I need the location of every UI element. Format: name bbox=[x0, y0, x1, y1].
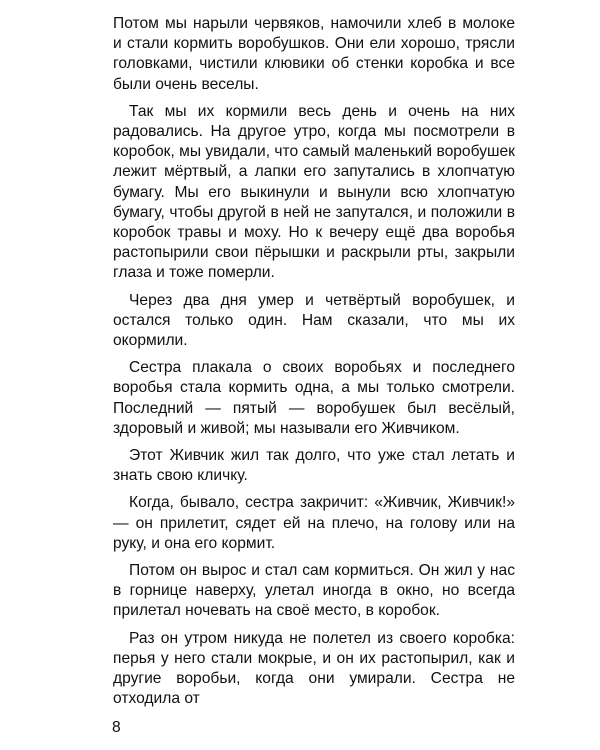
paragraph-6: Когда, бывало, сестра закричит: «Живчик, Живчик!» — он прилетит, сядет ей на плечо, на голову или на руку, и она его кормит. bbox=[113, 494, 515, 552]
paragraph-7: Потом он вырос и стал сам кормиться. Он жил у нас в горнице наверху, улетал иногда в окно, но всегда прилетал ночевать на своё место, в коробок. bbox=[113, 562, 515, 620]
paragraph-2: Так мы их кормили весь день и очень на них радовались. На другое утро, когда мы посмотрели в коробок, мы увидали, что самый маленький воробушек лежит мёртвый, а лапки его запутались в хлопчатую бумагу. Мы его выкинули и вынули всю хлопчатую бумагу, чтобы другой в ней не запутался, и положили в коробок травы и моху. Но к вечеру ещё два воробья растопырили свои пёрышки и раскрыли рты, закрыли глаза и тоже померли. bbox=[113, 102, 515, 282]
page-number: 8 bbox=[112, 719, 121, 736]
paragraph-8: Раз он утром никуда не полетел из своего коробка: перья у него стали мокрые, и он их растопырил, как и другие воробьи, когда они умирали. Сестра не отходила от bbox=[113, 629, 515, 708]
page-text bbox=[113, 14, 515, 717]
paragraph-4: Сестра плакала о своих воробьях и последнего воробья стала кормить одна, а мы только смотрели. Последний — пятый — воробушек был весёлый, здоровый и живой; мы называли его Живчиком. bbox=[113, 359, 515, 437]
paragraph-5: Этот Живчик жил так долго, что уже стал летать и знать свою кличку. bbox=[113, 447, 515, 485]
paragraph-3: Через два дня умер и четвёртый воробушек, и остался только один. Нам сказали, что мы их окормили. bbox=[113, 291, 515, 350]
paragraph-1: Потом мы нарыли червяков, намочили хлеб в молоке и стали кормить воробушков. Они ели хорошо, трясли головками, чистили клювики об стенки коробка и все были очень веселы. bbox=[113, 15, 515, 93]
